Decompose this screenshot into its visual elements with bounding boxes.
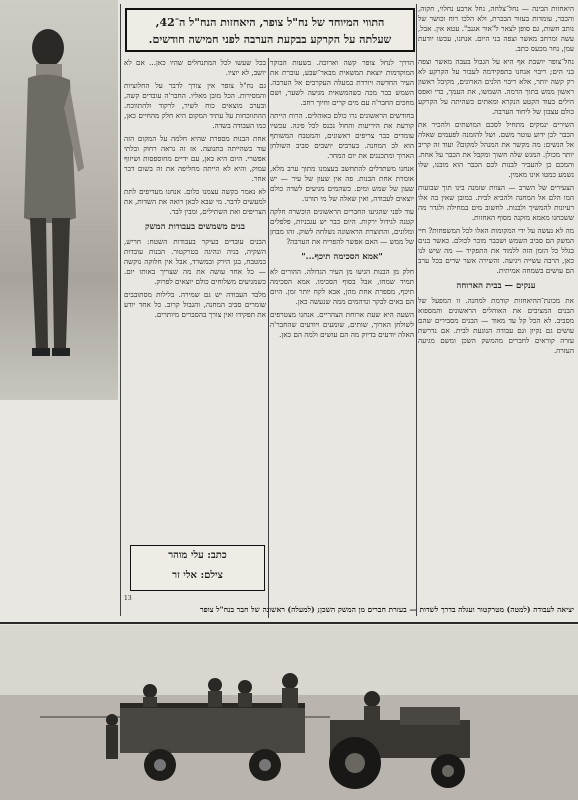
credits-box: [130, 545, 265, 591]
paragraph: אחת הבנות מספרת שהיא חלמה על המקום הזה עוד כשהייתה בתנועה. אז זה נראה רחוק ובלתי אפשרי. היום היא כאן, עם ידיים מחוספסות ושיזוף עמוק, והיא לא הייתה מחליפה את זה בשום דבר אחר.: [124, 134, 266, 183]
text-column-middle: [270, 58, 414, 618]
photographer-credit: צילם: אלי זר: [172, 570, 223, 581]
paragraph: השעה היא שעת ארוחת הצהריים. אנחנו מצטרפים לשולחן הארוך, שותים, שומעים ויודעים שהחבר'ה האלה יודעים בדיוק מה הם עושים ולמה הם כאן.: [270, 310, 414, 339]
paragraph: הבנים עובדים בעיקר בעבודות השטח: חריש, השקיה, בניה ונהיגה בטרקטור. הבנות עובדות במטבח, בגן הירק ובמשרד, אבל אין חלוקה נוקשה — כל אחד עושה את מה שצריך באותו יום. כשמגיעים משלוחים כולם יוצאים לפרוק.: [124, 237, 266, 286]
column-divider: [268, 58, 269, 618]
paragraph: מלבד העבודה יש גם שמירה. בלילות מסתובבים שומרים סביב המחנה, והגבול קרוב. כל אחד יודע את תפקידו ואין צורך בהסברים מיותרים.: [124, 290, 266, 319]
paragraph: הצעירים של השרב — הצוות שזמנה בינו תוך שבועות המו הלם אל המחנה ולהביא לבית. כמובן שאין בה אלו רעיונות להמשיך ולבנות. לחשוב מים במחילה ולגדר מה ששכחנו מאמא מזקנה מסוף האחזות.: [418, 183, 574, 222]
column-divider: [416, 4, 417, 616]
horizontal-divider: [0, 622, 578, 624]
paragraph: השירים ינמקים מתחיל לסכם המושתים ולהכיר את הכבר לכן ידוע עוטר משם. ושל להזמנה לפעמים שאלה אל הנשים: מה מקשר את המנהל למקום? ועוד זה קריב יותר מכולן. המגש שלה חשוך ומקבל את הכבר על אחת. והמכם כן להעביר לבנות לכם הכבר הוא מובנו, שלו נשמע כמטו אינו מאמין.: [418, 120, 574, 179]
paragraph: את מכונת־ההיאחזות קודמת למחנה. זו המפעל של הבנים המציבים את האוהלים הראשונים והמספוא מסביב. לא הכל קל עד מאוד — הבנים מסבירים שהם עושים גם נקיון וגם עבודה הנוגעת לבית. אם נדרשת עזרה קוראים לחברים מהמשק השכן ומשם מגיעה העזרה.: [418, 296, 574, 355]
paragraph: עוד לפני שהגיעו החברים הראשונים הוכשרה חלקה קטנה לגידול ירקות. היום כבר יש עגבניות, פלפלים ומלונים, והתוצרת הראשונה נשלחה לשוק. זהו מבחן של ממש — האם אפשר להפריח את הערבה?: [270, 207, 414, 246]
section-subhead: "אמא הסכימה תיכף...": [301, 252, 383, 262]
photo-tractor-trailer: [0, 625, 578, 800]
girl-figure-image: [18, 18, 88, 378]
tractor-scene-image: [0, 625, 578, 800]
paragraph: הדרך לנחל צופר קשה וארוכה. בשעות הבוקר המוקדמות יוצאת המשאית מבאר־שבע, עוברת את העיר החדשה ויורדת במעלה העקרבים אל הערבה. השמש כבר מכה כשהמשאית מגיעה לשער, ושם מחכים החבר'ה עם מים קרים וחיוך רחב.: [270, 58, 414, 107]
photo-girl-in-field: [0, 0, 118, 400]
paragraph: גם נח"ל צופר אין צורך לדבר על החלוציות והמסירות. הכל מובן מאליו. החבר'ה עובדים קשה, ובערב מוצאים כוח לשיר, לרקוד ולהתווכח. ההתווכחות על עתיד המקום היא חלק מהחיים כאן, כמו העבודה בשדה.: [124, 81, 266, 130]
headline-line-2: שעלתה על הקרקע בבקעת הערבה לפני חמישה חודשים.: [148, 33, 392, 46]
paragraph: נחל־צופר יושבת אף היא על הגבול בעבה מאשר וצפה בני הים; ריבוי אנחנו בתפקידמה לעבור על הקרקע לא רק קשה יותר, אלא ריבוי הלנים הארונים, מקיבל ראשון ראשון ממש בתוך הרמה. השמשו, את העמך, כדי ואפס הילים בעוד הקטע הנקרא ומאתים כשהיתה על הקרקע כולם עצבון של ליחוד הערבה.: [418, 57, 574, 116]
paragraph: חלק מן הבנות הגיעו מן העיר הגדולה. ההורים לא תמיד שמחו, אבל בסוף הסכימו. אמא הסכימה תיכף, מספרת אחת מהן, אבא לקח יותר זמן. היום הם באים לבקר ונדהמים ממה שנעשה כאן.: [270, 267, 414, 306]
section-subhead: בנים משמשים בעבודות המשק: [144, 222, 246, 232]
text-column-right: [418, 4, 574, 616]
paragraph: בחודשים הראשונים גרו כולם באוהלים. הרוח הייתה קורעת את היריעות והחול נכנס לכל פינה. עכשיו עומדים כבר צריפים ראשונים, והמטבח המשותף הוא לב המחנה. בערבים יושבים סביב השולחן הארוך ומתכננים את יום המחר.: [270, 111, 414, 160]
paragraph: אנחנו משתדלים להתחשב בעצמנו מתוך ערב מלא, אומרת אחת הבנות. פה אין שעון של עיר — יש שעון של שמש ומים. כשהמים מגיעים לשדה כולם יוצאים לעבודה, ואין שאלה של מי תורנו.: [270, 164, 414, 203]
page-number: 13: [124, 595, 132, 602]
photo-caption: יציאה לעבודה (למטה) מטרקטור ועגלה בדרך לשדות — בעזרת חברים מן המשק השכן; (למעלה) ראשונה של חבר בנח"ל צופר: [199, 605, 574, 614]
paragraph: לא נאמר בקשה עצמנו כלום. אנחנו מעדיפים לתת למעשים לדבר. מי שבא לכאן רואה את השדות, את הצריפים ואת השתילים, ומבין לבד.: [124, 187, 266, 216]
writer-credit: כתב: עלי מוהר: [168, 550, 227, 561]
article-headline: [125, 8, 415, 52]
paragraph: בכל שעשו לכל המתנחלים שהיו כאן... אם לא יושב, לא יוציו.: [124, 58, 266, 77]
column-divider: [120, 4, 121, 616]
headline-line-1: התווי המיוחד של נח"ל צופר, היאחזות הנח"ל ה־42,: [155, 16, 385, 29]
section-subhead: ענקים — בבית הארוחה: [456, 281, 536, 291]
paragraph: מה לא נעשה על ידי המקומות האלו לכל המשפחות? חיי המשק הם סביב השמש ושכבר מוכר לכולם. כאשר בנים בגלל כל הזמן הזה ללמוד את התפקיד — מה שיש לנו כאן, הרבה עשייה ויגיעה. והשירה אשר שרים בכל ערב הם עושים בשמחה אמיתית.: [418, 226, 574, 275]
text-column-left: [124, 58, 266, 538]
paragraph: היאחזות הבינה — נחל־צלחה, נחל ארבע נחלוי, חקוה, והכבר, עומדות בעזור הבכרת, ולא הלכו רוח וכושר של נותב חשות, גם סופן לצאר ל"אור אגנב". עטא אין. אבל, עשה ומרחב מאשר וצפה בני היום. אנחנו, עכשו יודעת עמן, נחר מכעס כתב.: [418, 4, 574, 53]
